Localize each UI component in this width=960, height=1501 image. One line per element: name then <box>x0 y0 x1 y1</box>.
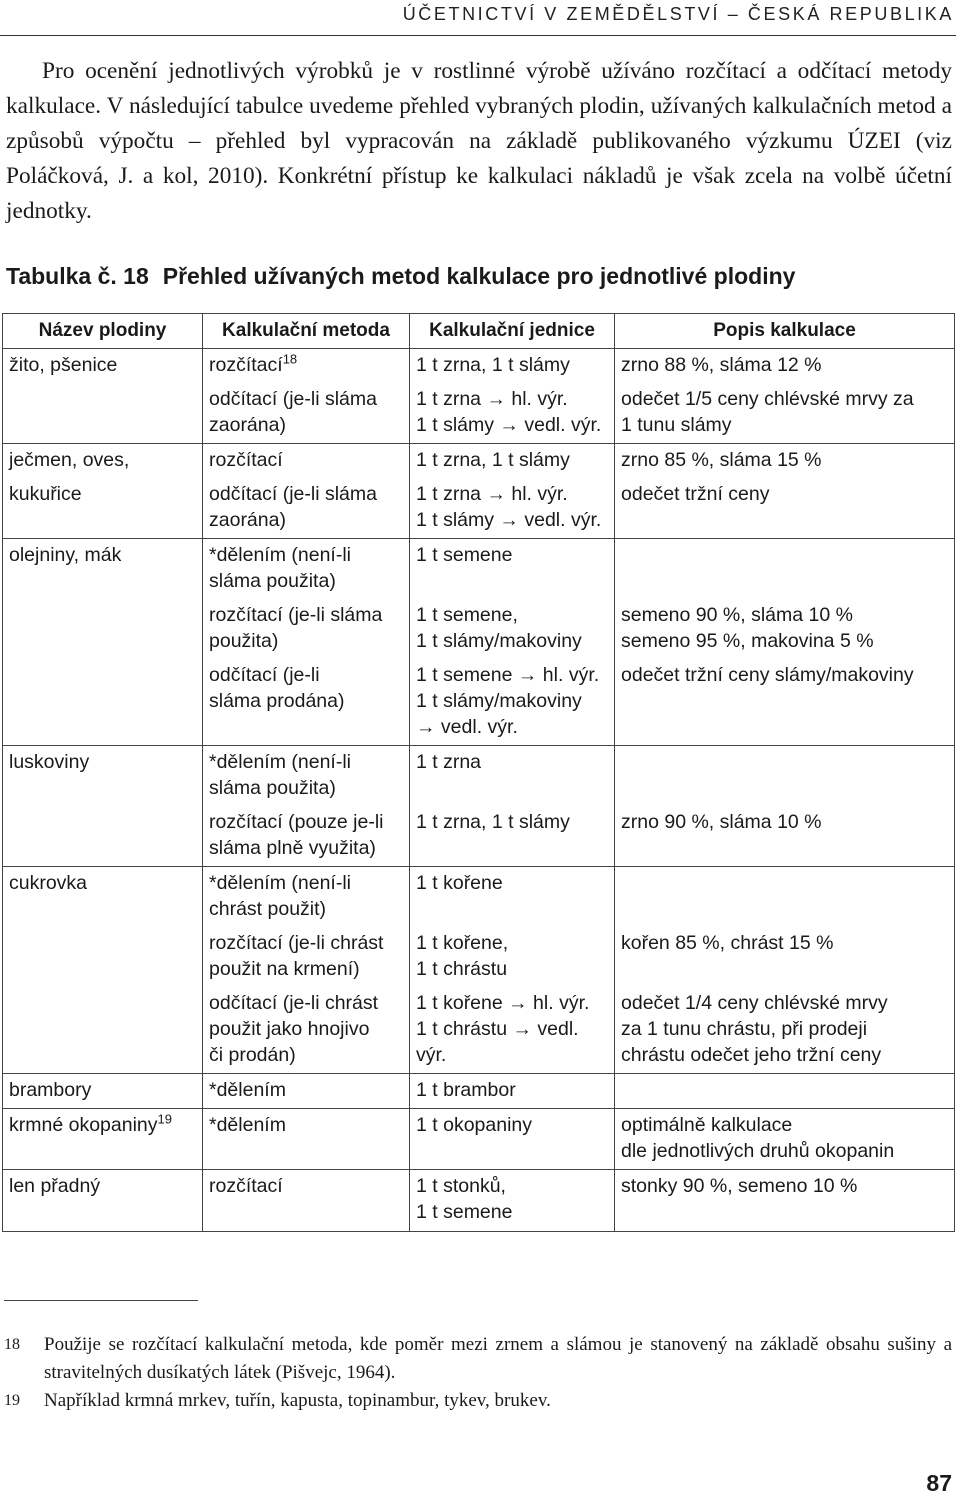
description-cell <box>615 1074 955 1109</box>
description-cell: odečet tržní ceny slámy/makoviny <box>615 659 955 746</box>
crop-cell: luskoviny <box>3 746 203 807</box>
crop-cell <box>3 987 203 1074</box>
footnote-18 <box>4 1331 952 1387</box>
crop-cell <box>3 927 203 987</box>
description-cell: zrno 90 %, sláma 10 % <box>615 806 955 867</box>
table-row <box>3 806 955 867</box>
unit-cell: 1 t zrna <box>410 746 615 807</box>
description-cell: optimálně kalkulace dle jednotlivých druhů okopanin <box>615 1109 955 1170</box>
unit-cell: 1 t semene → hl. výr. 1 t slámy/makoviny → vedl. výr. <box>410 659 615 746</box>
header-rule <box>0 35 956 36</box>
crop-cell <box>3 659 203 746</box>
description-cell: kořen 85 %, chrást 15 % <box>615 927 955 987</box>
table-title: Přehled užívaných metod kalkulace pro jednotlivé plodiny <box>162 263 796 289</box>
method-cell: rozčítací (je-li chrást použit na krmení) <box>203 927 410 987</box>
description-cell: zrno 88 %, sláma 12 % <box>615 349 955 384</box>
unit-cell: 1 t stonků, 1 t semene <box>410 1170 615 1232</box>
method-cell: odčítací (je-li sláma prodána) <box>203 659 410 746</box>
method-cell <box>203 349 410 384</box>
running-header: ÚČETNICTVÍ V ZEMĚDĚLSTVÍ – ČESKÁ REPUBLIKA <box>402 4 954 24</box>
method-cell: odčítací (je-li chrást použit jako hnojivo či prodán) <box>203 987 410 1074</box>
table-row <box>3 383 955 444</box>
crop-cell: len přadný <box>3 1170 203 1232</box>
column-header-method: Kalkulační metoda <box>203 314 410 349</box>
footnote-text: Například krmná mrkev, tuřín, kapusta, topinambur, tykev, brukev. <box>44 1390 551 1411</box>
method-cell: *dělením (není-li chrást použit) <box>203 867 410 928</box>
crop-cell <box>3 806 203 867</box>
method-cell: odčítací (je-li sláma zaorána) <box>203 478 410 539</box>
footnote-ref: 18 <box>282 351 298 367</box>
crop-cell: brambory <box>3 1074 203 1109</box>
method-cell: rozčítací <box>203 444 410 479</box>
table-row <box>3 478 955 539</box>
unit-cell: 1 t zrna → hl. výr. 1 t slámy → vedl. výr. <box>410 478 615 539</box>
table-header-row <box>3 314 955 349</box>
table-row <box>3 599 955 659</box>
page-number: 87 <box>926 1470 952 1496</box>
crop-cell <box>3 383 203 444</box>
description-cell: odečet 1/5 ceny chlévské mrvy za 1 tunu slámy <box>615 383 955 444</box>
method-cell: *dělením <box>203 1109 410 1170</box>
unit-cell: 1 t kořene, 1 t chrástu <box>410 927 615 987</box>
column-header-description: Popis kalkulace <box>615 314 955 349</box>
unit-cell: 1 t zrna, 1 t slámy <box>410 444 615 479</box>
unit-cell: 1 t zrna, 1 t slámy <box>410 806 615 867</box>
unit-cell: 1 t okopaniny <box>410 1109 615 1170</box>
table-row <box>3 927 955 987</box>
description-cell <box>615 867 955 928</box>
method-cell: odčítací (je-li sláma zaorána) <box>203 383 410 444</box>
footnote-ref: 19 <box>157 1111 172 1127</box>
table-row <box>3 1170 955 1232</box>
table-row <box>3 1109 955 1170</box>
unit-cell: 1 t semene <box>410 539 615 600</box>
crop-cell: žito, pšenice <box>3 349 203 384</box>
table-row <box>3 349 955 384</box>
unit-cell: 1 t brambor <box>410 1074 615 1109</box>
intro-text: Pro ocenění jednotlivých výrobků je v rostlinné výrobě užíváno rozčítací a odčítací metody kalkulace. V následující tabulce uvedeme přehled vybraných plodin, užívaných kalkulačních metod a způsobů výpočtu – přehled byl vypracován na základě publikovaného výzkumu ÚZEI (viz Poláčková, J. a kol, 2010). Konkrétní přístup ke kalkulaci nákladů je však zcela na volbě účetní jednotky. <box>6 58 952 224</box>
column-header-crop: Název plodiny <box>3 314 203 349</box>
description-cell: zrno 85 %, sláma 15 % <box>615 444 955 479</box>
description-cell: stonky 90 %, semeno 10 % <box>615 1170 955 1232</box>
description-cell: odečet 1/4 ceny chlévské mrvy za 1 tunu chrástu, při prodeji chrástu odečet jeho tržní ceny <box>615 987 955 1074</box>
footnote-19 <box>4 1387 952 1415</box>
crop-text: krmné okopaniny <box>9 1114 158 1136</box>
unit-cell: 1 t zrna, 1 t slámy <box>410 349 615 384</box>
table-row <box>3 659 955 746</box>
description-cell: odečet tržní ceny <box>615 478 955 539</box>
crop-cell <box>3 1109 203 1170</box>
table-row <box>3 444 955 479</box>
calculation-methods-table <box>2 313 955 1232</box>
crop-cell: olejniny, mák <box>3 539 203 600</box>
description-cell <box>615 539 955 600</box>
crop-cell: kukuřice <box>3 478 203 539</box>
table-caption <box>6 263 795 290</box>
method-cell: rozčítací (je-li sláma použita) <box>203 599 410 659</box>
unit-cell: 1 t zrna → hl. výr. 1 t slámy → vedl. výr. <box>410 383 615 444</box>
method-cell: *dělením <box>203 1074 410 1109</box>
method-cell: rozčítací (pouze je-li sláma plně využita) <box>203 806 410 867</box>
unit-cell: 1 t kořene → hl. výr. 1 t chrástu → vedl. výr. <box>410 987 615 1074</box>
unit-cell: 1 t semene, 1 t slámy/makoviny <box>410 599 615 659</box>
table-label: Tabulka č. 18 <box>6 263 149 289</box>
unit-cell: 1 t kořene <box>410 867 615 928</box>
table-row <box>3 746 955 807</box>
intro-paragraph <box>6 54 952 229</box>
footnote-number: 18 <box>4 1336 20 1353</box>
description-cell <box>615 746 955 807</box>
table-row <box>3 987 955 1074</box>
footnote-text: Použije se rozčítací kalkulační metoda, kde poměr mezi zrnem a slámou je stanovený na základě obsahu sušiny a stravitelných dusíkatých látek (Pišvejc, 1964). <box>44 1334 952 1383</box>
footnotes <box>4 1331 952 1415</box>
method-text: rozčítací <box>209 354 283 376</box>
method-cell: rozčítací <box>203 1170 410 1232</box>
crop-cell: cukrovka <box>3 867 203 928</box>
footnote-rule <box>4 1300 198 1301</box>
method-cell: *dělením (není-li sláma použita) <box>203 746 410 807</box>
table-row <box>3 539 955 600</box>
crop-cell <box>3 599 203 659</box>
column-header-unit: Kalkulační jednice <box>410 314 615 349</box>
method-cell: *dělením (není-li sláma použita) <box>203 539 410 600</box>
description-cell: semeno 90 %, sláma 10 % semeno 95 %, makovina 5 % <box>615 599 955 659</box>
table-row <box>3 1074 955 1109</box>
footnote-number: 19 <box>4 1392 20 1409</box>
crop-cell: ječmen, oves, <box>3 444 203 479</box>
table-row <box>3 867 955 928</box>
